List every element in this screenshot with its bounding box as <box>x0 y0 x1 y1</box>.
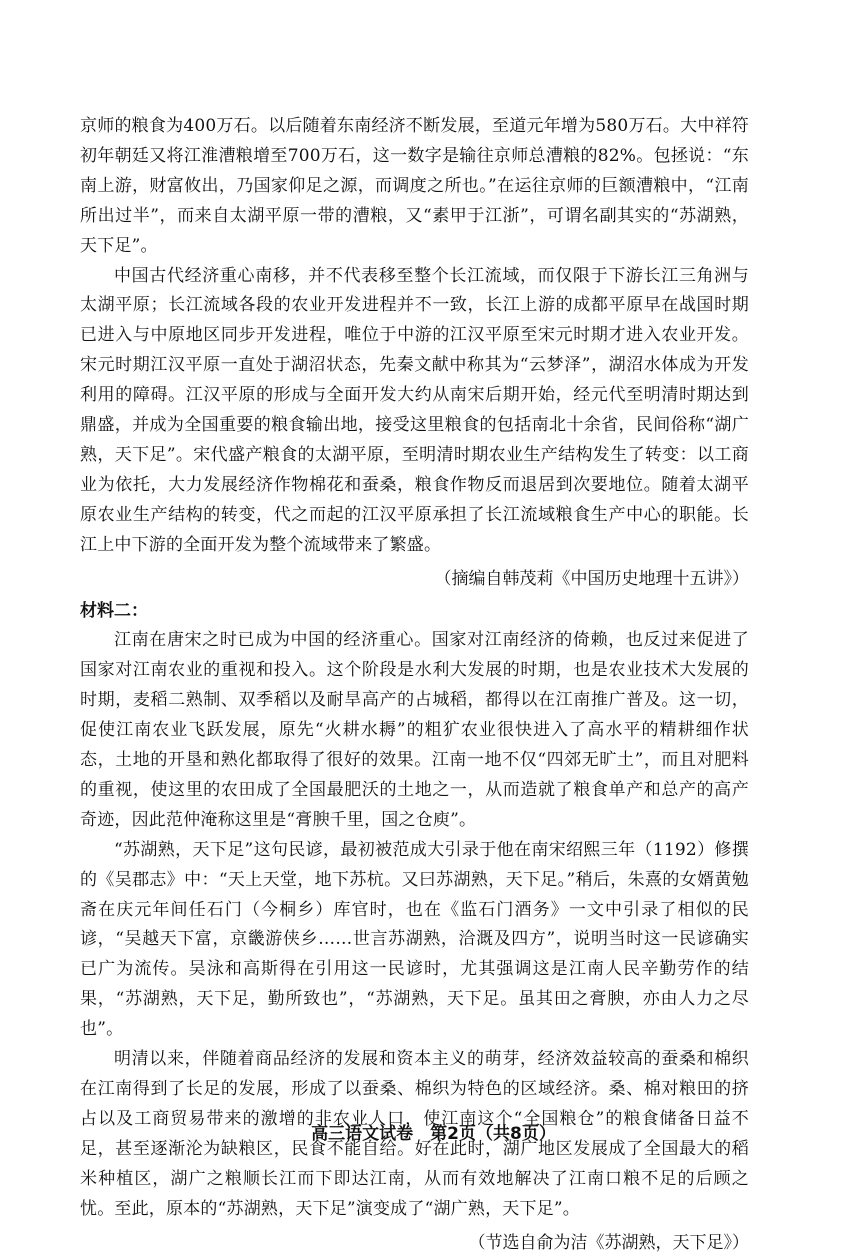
material2-paragraph-1: 江南在唐宋之时已成为中国的经济重心。国家对江南经济的倚赖，也反过来促进了国家对江南农业的重视和投入。这个阶段是水利大发展的时期，也是农业技术大发展的时期，麦稻二熟制、双季稻以及耐旱高产的占城稻，都得以在江南推广普及。这一切，促使江南农业飞跃发展，原先“火耕水耨”的粗犷农业很快进入了高水平的精耕细作状态，土地的开垦和熟化都取得了很好的效果。江南一地不仅“四郊无旷土”，而且对肥料的重视，使这里的农田成了全国最肥沃的土地之一，从而造就了粮食单产和总产的高产奇迹，因此范仲淹称这里是“膏腴千里，国之仓庾”。 <box>80 630 749 830</box>
material1-paragraph-1: 京师的粮食为400万石。以后随着东南经济不断发展，至道元年增为580万石。大中祥符初年朝廷又将江淮漕粮增至700万石，这一数字是输往京师总漕粮的82%。包拯说：“东南上游，财富攸出，乃国家仰足之源，而调度之所也。”在运往京师的巨额漕粮中，“江南所出过半”，而来自太湖平原一带的漕粮，又“素甲于江浙”，可谓名副其实的“苏湖熟，天下足”。 <box>80 116 750 256</box>
material2-paragraph-2: “苏湖熟，天下足”这句民谚，最初被范成大引录于他在南宋绍熙三年（1192）修撰的《吴郡志》中：“天上天堂，地下苏杭。又曰苏湖熟，天下足。”稍后，朱熹的女婿黄勉斋在庆元年间任石门（今桐乡）库官时，也在《监石门酒务》一文中引录了相似的民谚，“吴越天下富，京畿游侠乡……世言苏湖熟，洽溉及四方”，说明当时这一民谚确实已广为流传。吴泳和高斯得在引用这一民谚时，尤其强调这是江南人民辛勤劳作的结果，“苏湖熟，天下足，勤所致也”，“苏湖熟，天下足。虽其田之膏腴，亦由人力之尽也”。 <box>80 839 749 1040</box>
material2-heading: 材料二： <box>80 600 148 621</box>
material1-paragraph-2: 中国古代经济重心南移，并不代表移至整个长江流域，而仅限于下游长江三角洲与太湖平原；长江流域各段的农业开发进程并不一致，长江上游的成都平原早在战国时期已进入与中原地区同步开发进程，唯位于中游的江汉平原至宋元时期才进入农业开发。宋元时期江汉平原一直处于湖沼状态，先秦文献中称其为“云梦泽”，湖沼水体成为开发利用的障碍。江汉平原的形成与全面开发大约从南宋后期开始，经元代至明清时期达到鼎盛，并成为全国重要的粮食输出地，接受这里粮食的包括南北十余省，民间俗称“湖广熟，天下足”。宋代盛产粮食的太湖平原，至明清时期农业生产结构发生了转变：以工商业为依托，大力发展经济作物棉花和蚕桑，粮食作物反而退居到次要地位。随着太湖平原农业生产结构的转变，代之而起的江汉平原承担了长江流域粮食生产中心的职能。长江上中下游的全面开发为整个流域带来了繁盛。 <box>80 265 749 555</box>
material2-paragraph-3: 明清以来，伴随着商品经济的发展和资本主义的萌芽，经济效益较高的蚕桑和棉织在江南得到了长足的发展，形成了以蚕桑、棉织为特色的区域经济。桑、棉对粮田的挤占以及工商贸易带来的激增的非农业人口，使江南这个“全国粮仓”的粮食储备日益不足，甚至逐渐沦为缺粮区，民食不能自给。好在此时，湖广地区发展成了全国最大的稻米种植区，湖广之粮顺长江而下即达江南，从而有效地解决了江南口粮不足的后顾之忧。至此，原本的“苏湖熟，天下足”演变成了“湖广熟，天下足”。 <box>80 1049 749 1219</box>
page-footer: 高三语文试卷 第2页（共8页） <box>311 1124 556 1144</box>
document-body <box>80 112 749 1258</box>
material2-source: （节选自俞为洁《苏湖熟，天下足》） <box>468 1232 749 1253</box>
material1-source: （摘编自韩茂莉《中国历史地理十五讲》） <box>434 568 749 589</box>
